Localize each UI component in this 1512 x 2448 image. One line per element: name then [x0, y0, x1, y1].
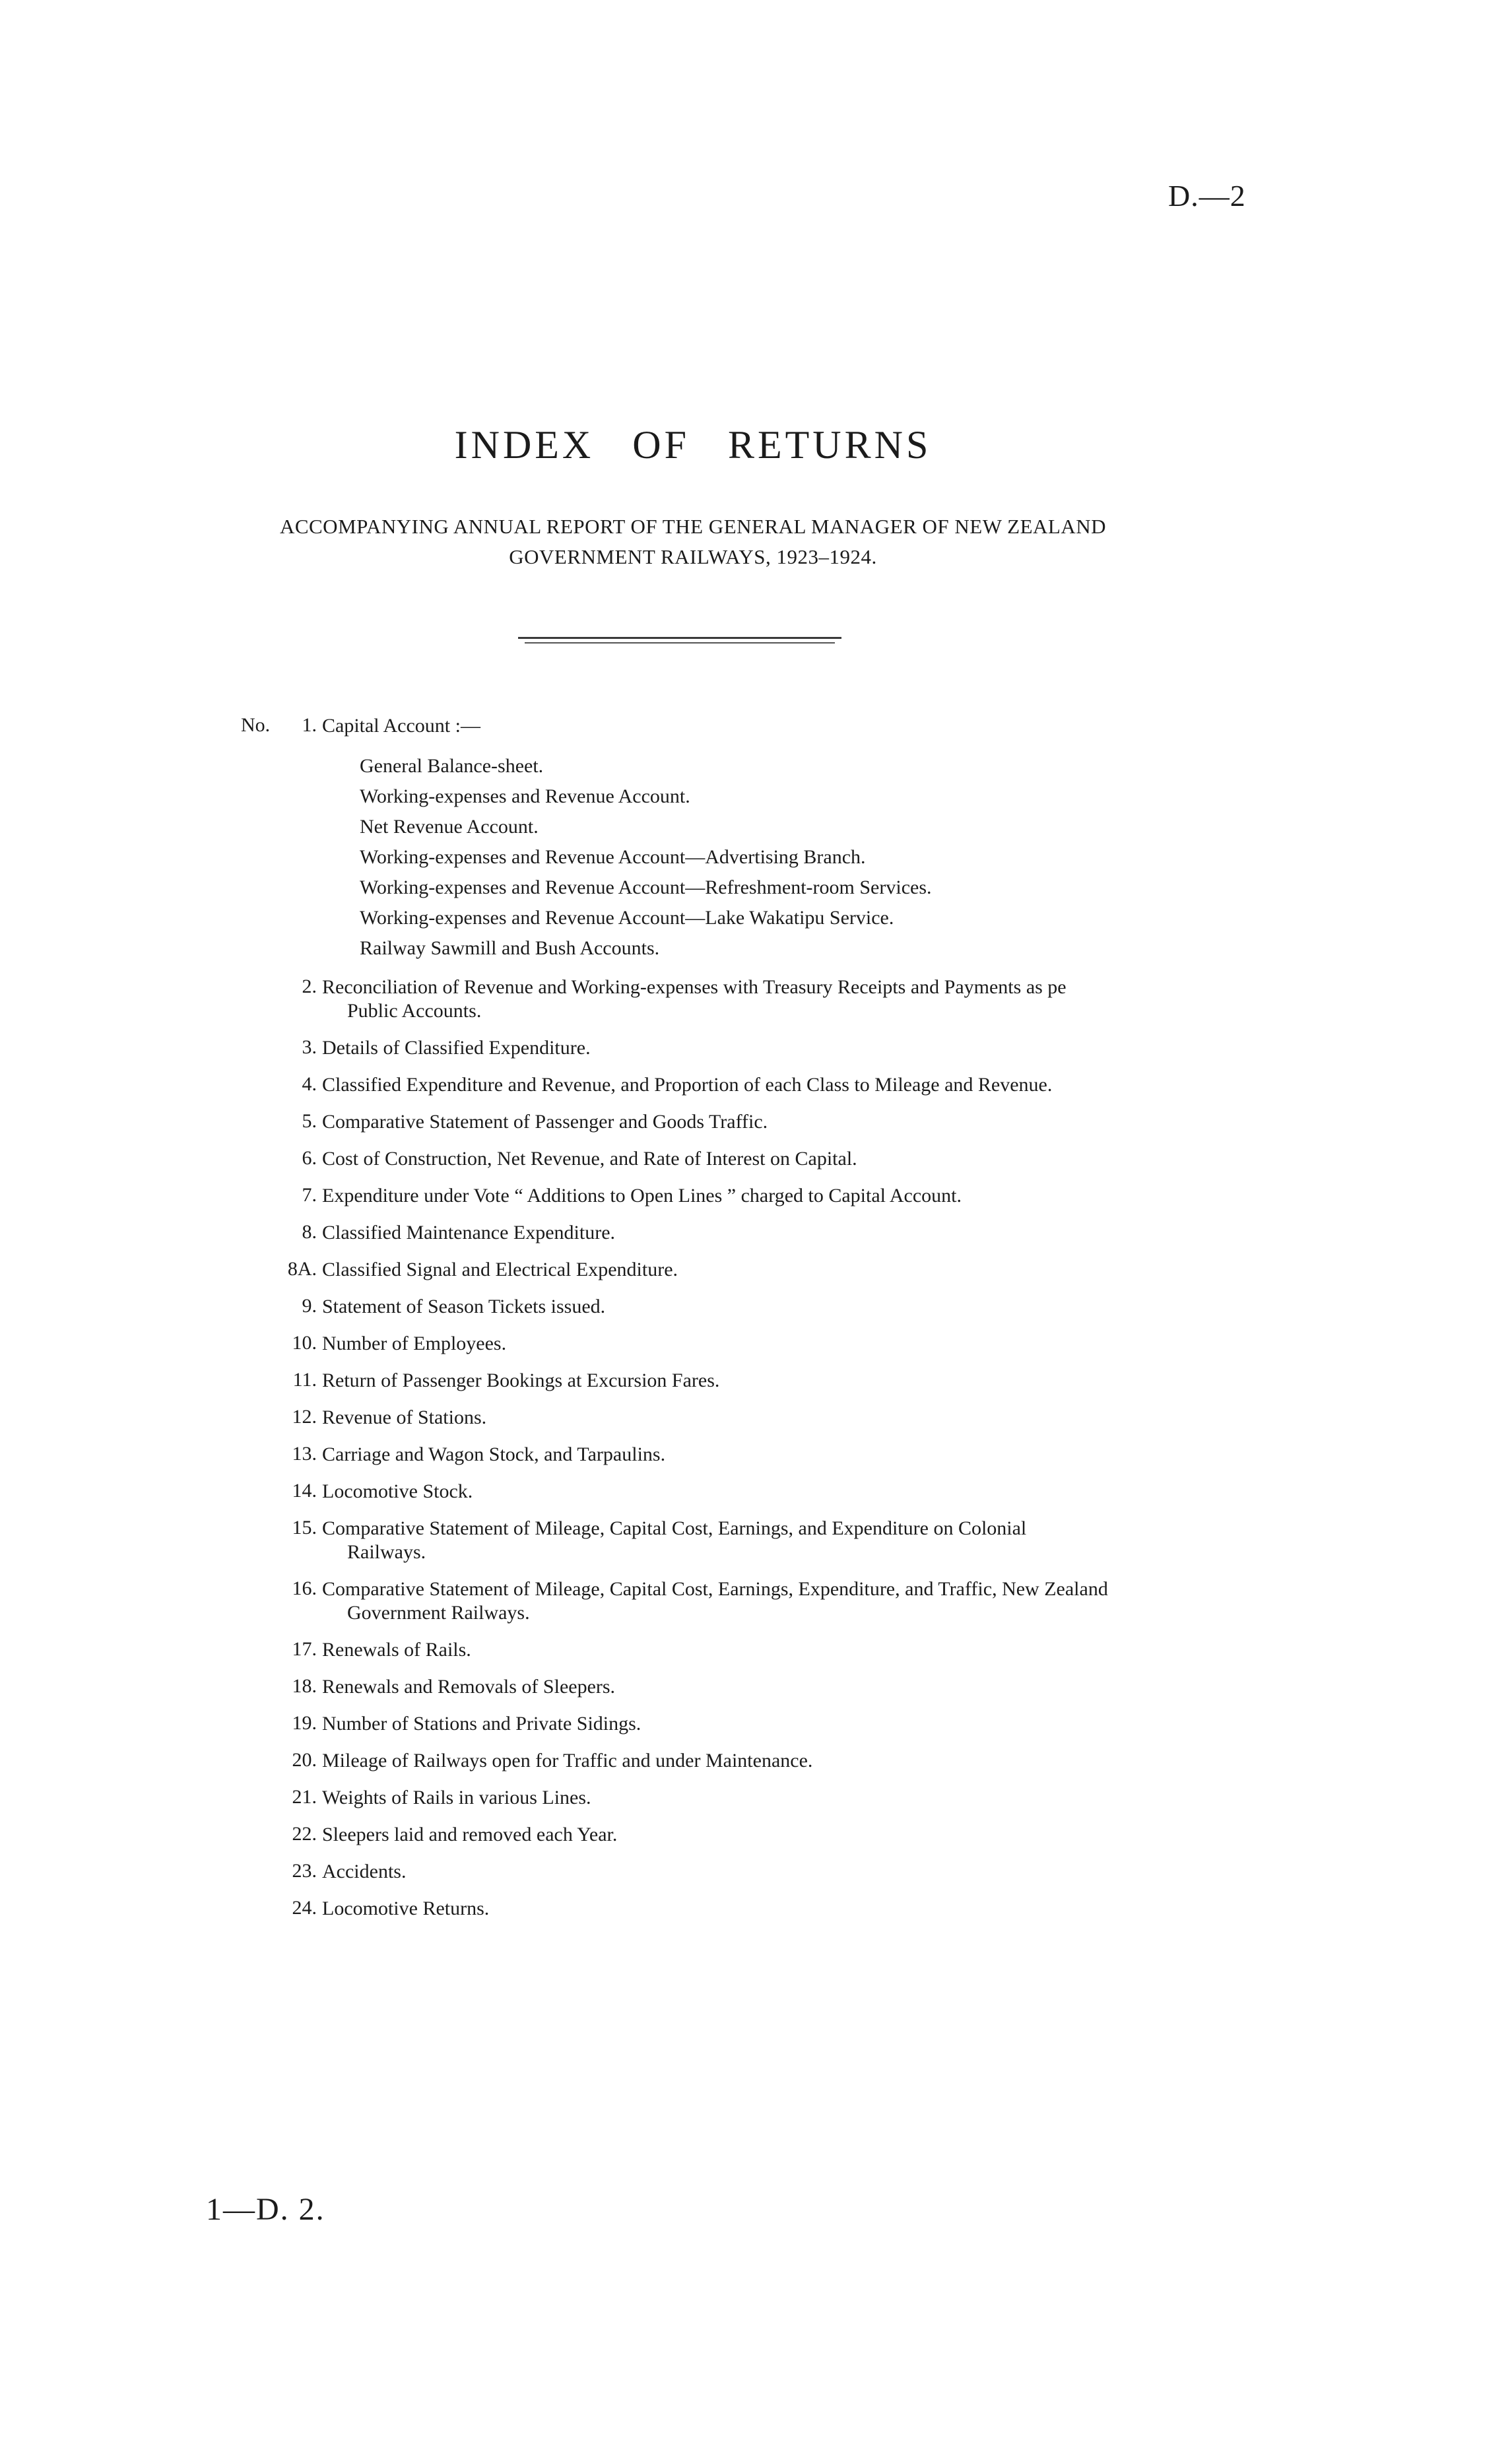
entry-line: Comparative Statement of Mileage, Capital Cost, Earnings, Expenditure, and Traffic, New Zealand: [322, 1578, 1108, 1600]
index-entry: [0, 1443, 1452, 1467]
entry-number: 7.: [302, 1184, 317, 1206]
entry-number: 13.: [292, 1443, 317, 1465]
entry-line: Reconciliation of Revenue and Working-expenses with Treasury Receipts and Payments as pe: [322, 976, 1067, 998]
entry-text: [322, 1332, 1246, 1356]
entry-number: 24.: [292, 1897, 317, 1919]
capital-subitem: General Balance-sheet.: [360, 755, 544, 777]
index-entry: [0, 1577, 1452, 1625]
index-entry: [0, 1221, 1452, 1245]
entry-text: [322, 1860, 1246, 1884]
entry-number: 9.: [302, 1295, 317, 1317]
entry-line: Classified Signal and Electrical Expenditure.: [322, 1259, 678, 1280]
entry-text: [322, 1036, 1246, 1060]
entry-text: [322, 1110, 1246, 1134]
entry-line: Weights of Rails in various Lines.: [322, 1787, 591, 1808]
entry-line: Details of Classified Expenditure.: [322, 1037, 591, 1059]
capital-subitem: Net Revenue Account.: [360, 816, 539, 838]
entry-number: 6.: [302, 1147, 317, 1169]
entry-number: 19.: [292, 1712, 317, 1734]
entry-line: Sleepers laid and removed each Year.: [322, 1824, 618, 1845]
index-entry-1: [0, 714, 1452, 738]
entry-number: 14.: [292, 1480, 317, 1502]
entry-line-continued: Government Railways.: [347, 1602, 530, 1624]
index-entry: [0, 1638, 1452, 1662]
index-entry: [0, 1712, 1452, 1736]
title-divider: [518, 637, 841, 646]
entry-text: [322, 1073, 1246, 1097]
entry-line: Return of Passenger Bookings at Excursion Fares.: [322, 1370, 720, 1391]
entry-number: 22.: [292, 1823, 317, 1845]
entry-number: 3.: [302, 1036, 317, 1058]
entry-line: Carriage and Wagon Stock, and Tarpaulins.: [322, 1443, 666, 1465]
subtitle: [0, 512, 1386, 572]
index-entry: [0, 1295, 1452, 1319]
entry-text: [322, 1406, 1246, 1430]
entry-text: [322, 1786, 1246, 1810]
entry-text: [322, 1443, 1246, 1467]
entry-line: Locomotive Returns.: [322, 1898, 490, 1919]
no-label: No.: [241, 714, 271, 736]
index-entry: [0, 1073, 1452, 1097]
entry-text: [322, 1749, 1246, 1773]
entry-line: Renewals of Rails.: [322, 1639, 471, 1661]
capital-subitem: Working-expenses and Revenue Account—Lake Wakatipu Service.: [360, 907, 894, 929]
entry-line: Comparative Statement of Passenger and Goods Traffic.: [322, 1111, 768, 1133]
entry-text: [322, 1369, 1246, 1393]
entry-text: [322, 1221, 1246, 1245]
entry-number: 23.: [292, 1860, 317, 1882]
entry-line: Classified Expenditure and Revenue, and Proportion of each Class to Mileage and Revenue.: [322, 1074, 1053, 1096]
entry-number: 4.: [302, 1073, 317, 1095]
index-entry: [0, 1369, 1452, 1393]
capital-subitem: Working-expenses and Revenue Account—Refreshment-room Services.: [360, 877, 932, 898]
index-entry: [0, 976, 1452, 1023]
index-entry: [0, 1749, 1452, 1773]
capital-subitem: Working-expenses and Revenue Account—Advertising Branch.: [360, 846, 866, 868]
entry-number: 12.: [292, 1406, 317, 1428]
index-entry: [0, 1897, 1452, 1921]
entry-line: Number of Stations and Private Sidings.: [322, 1713, 641, 1735]
subtitle-line-1: ACCOMPANYING ANNUAL REPORT OF THE GENERAL MANAGER OF NEW ZEALAND: [279, 515, 1107, 538]
entry-line-continued: Public Accounts.: [347, 1000, 482, 1022]
index-entry: [0, 1036, 1452, 1060]
entry-number: 17.: [292, 1638, 317, 1660]
entry-number: 10.: [292, 1332, 317, 1354]
entry-text: [322, 1712, 1246, 1736]
index-entry: [0, 1786, 1452, 1810]
index-entry: [0, 1184, 1452, 1208]
capital-subitem: Railway Sawmill and Bush Accounts.: [360, 937, 660, 959]
entry-text: [322, 1638, 1246, 1662]
index-entry: [0, 1675, 1452, 1699]
entry-line: Accidents.: [322, 1861, 407, 1882]
entry-line-continued: Railways.: [347, 1541, 426, 1563]
entry-line: Expenditure under Vote “ Additions to Open Lines ” charged to Capital Account.: [322, 1185, 962, 1207]
entry-text: [322, 1147, 1246, 1171]
index-entry: [0, 1823, 1452, 1847]
page-code: D.—2: [1168, 179, 1246, 213]
entry-text: [322, 1675, 1246, 1699]
entry-line: Cost of Construction, Net Revenue, and Rate of Interest on Capital.: [322, 1148, 857, 1170]
subtitle-line-2: GOVERNMENT RAILWAYS, 1923–1924.: [509, 545, 877, 568]
entry-line: Mileage of Railways open for Traffic and under Maintenance.: [322, 1750, 813, 1771]
entry-number: 8.: [302, 1221, 317, 1243]
entry-line: Classified Maintenance Expenditure.: [322, 1222, 616, 1243]
entry-number: 11.: [292, 1369, 317, 1391]
index-entry: [0, 1517, 1452, 1564]
entry-text: [322, 1823, 1246, 1847]
entry-line: Comparative Statement of Mileage, Capital Cost, Earnings, and Expenditure on Colonial: [322, 1517, 1027, 1539]
entry-line: Revenue of Stations.: [322, 1406, 487, 1428]
entry-text: [322, 1258, 1246, 1282]
entry-text: [322, 1517, 1246, 1564]
index-list: [0, 714, 1452, 1934]
entry-text: [322, 1577, 1246, 1625]
entry-text: [322, 1897, 1246, 1921]
index-entry: [0, 1332, 1452, 1356]
entry-number: 16.: [292, 1577, 317, 1599]
entry-number: 20.: [292, 1749, 317, 1771]
entry-number: 8A.: [287, 1258, 317, 1280]
index-entry: [0, 1110, 1452, 1134]
entry-line: Number of Employees.: [322, 1333, 507, 1354]
entry-text: [322, 1480, 1246, 1504]
entry-line: Renewals and Removals of Sleepers.: [322, 1676, 616, 1698]
entry-text: Capital Account :—: [322, 715, 480, 737]
entry-text: [322, 1295, 1246, 1319]
index-entries: [0, 976, 1452, 1921]
index-entry: [0, 1480, 1452, 1504]
page-title: INDEX OF RETURNS: [454, 423, 932, 467]
sheet-code: 1—D. 2.: [206, 2192, 325, 2227]
entry-line: Statement of Season Tickets issued.: [322, 1296, 606, 1317]
entry-number: 18.: [292, 1675, 317, 1697]
index-entry: [0, 1860, 1452, 1884]
entry-number: 21.: [292, 1786, 317, 1808]
entry-number: 5.: [302, 1110, 317, 1132]
capital-subitem: Working-expenses and Revenue Account.: [360, 785, 690, 807]
entry-number: 1.: [302, 714, 317, 736]
index-entry: [0, 1147, 1452, 1171]
capital-account-subitems: [360, 751, 1452, 964]
entry-text: [322, 1184, 1246, 1208]
entry-text: [322, 976, 1246, 1023]
entry-number: 15.: [292, 1517, 317, 1538]
entry-line: Locomotive Stock.: [322, 1480, 473, 1502]
entry-number: 2.: [302, 976, 317, 997]
index-entry: [0, 1258, 1452, 1282]
index-entry: [0, 1406, 1452, 1430]
